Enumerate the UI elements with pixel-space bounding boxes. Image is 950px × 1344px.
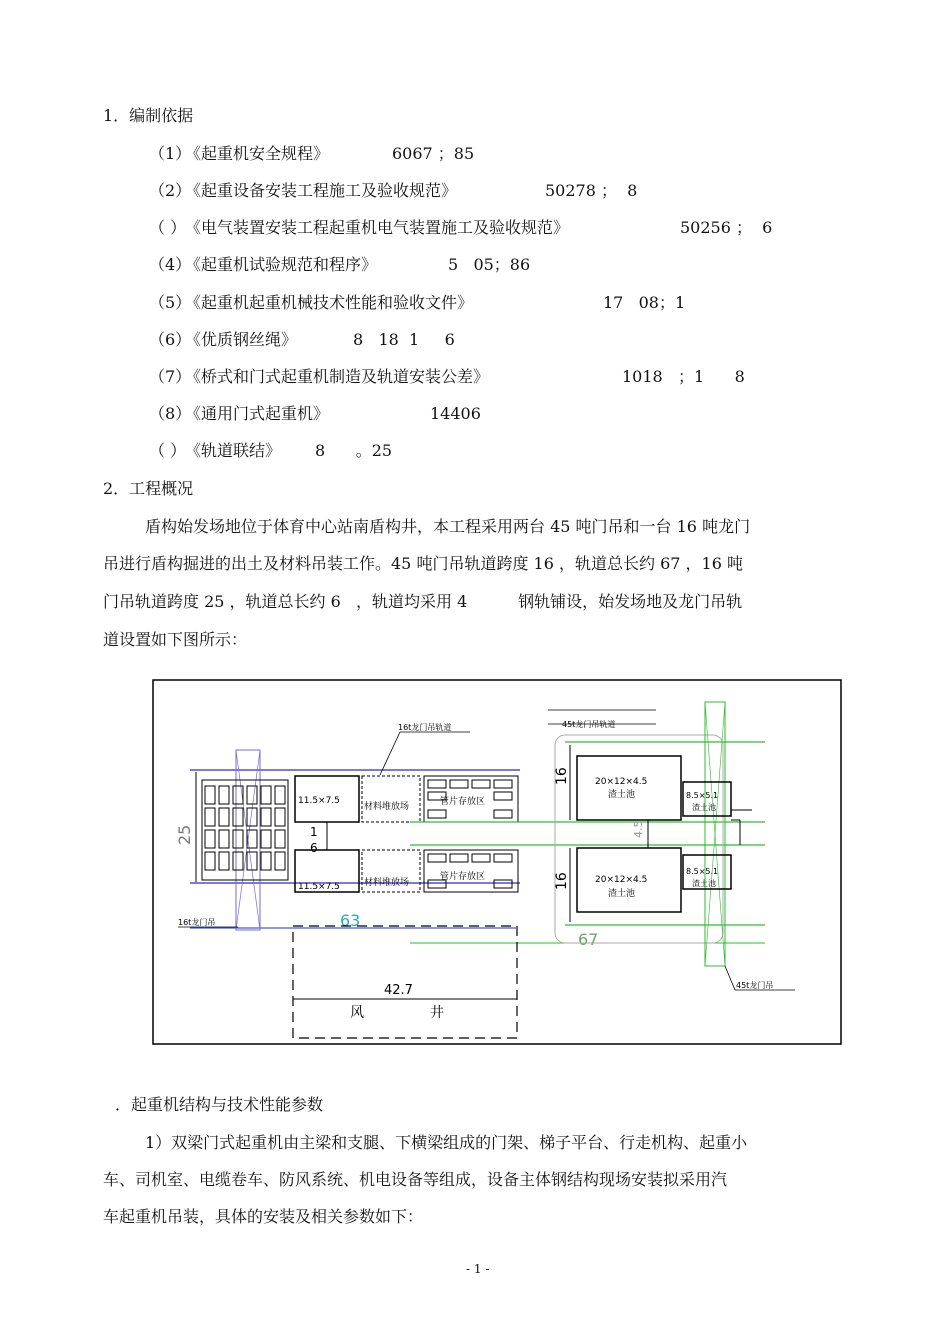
small-box-top-label: 渣土池 — [692, 803, 716, 812]
reference-number: （6） — [149, 330, 192, 349]
pit-bottom-dim: 20×12×4.5 — [595, 875, 648, 885]
reference-number: （ ） — [149, 441, 187, 460]
reference-code: 8 18 1 6 — [353, 330, 455, 349]
wind-shaft-label: 风 — [350, 1005, 364, 1021]
material-top-label: 材料堆放场 — [364, 802, 410, 812]
body-line: 盾构始发场地位于体育中心站南盾构井，本工程采用两台 45 吨门吊和一台 16 吨龙门 — [145, 517, 751, 536]
dim-4-5: 4.5 — [632, 820, 645, 838]
label-16t-crane: 16t龙门吊 — [178, 918, 216, 927]
storage-bottom-label: 管片存放区 — [440, 872, 486, 882]
reference-number: （4） — [149, 255, 192, 274]
reference-title: 《电气装置安装工程起重机电气装置施工及验收规范》 — [185, 218, 570, 237]
reference-code: 17 08；1 — [603, 293, 686, 312]
reference-title: 《起重机安全规程》 — [185, 144, 330, 163]
dim-63: 63 — [340, 911, 361, 930]
body-line: 道设置如下图所示： — [103, 630, 248, 649]
dim-16-top: 16 — [554, 767, 570, 785]
dim-16-mid2: 6 — [310, 841, 318, 855]
reference-title: 《优质钢丝绳》 — [185, 330, 298, 349]
left-grid-cells — [205, 786, 285, 870]
label-16t-track: 16t龙门吊轨道 — [398, 723, 452, 732]
reference-number: （2） — [149, 181, 192, 200]
label-45t-crane: 45t龙门吊 — [736, 981, 774, 990]
body-line: 门吊轨道跨度 25 ，轨道总长约 6 ，轨道均采用 4 钢轨铺设，始发场地及龙门吊轨 — [103, 592, 743, 611]
small-box-bottom-dim: 8.5×5.1 — [686, 867, 719, 876]
box-11-top-label: 11.5×7.5 — [298, 796, 340, 806]
pit-top-dim: 20×12×4.5 — [595, 777, 648, 787]
body-line: 车、司机室、电缆卷车、防风系统、机电设备等组成，设备主体钢结构现场安装拟采用汽 — [103, 1170, 728, 1189]
dim-67: 67 — [578, 930, 599, 949]
pit-bottom-label: 渣土池 — [608, 889, 636, 899]
body-line: 1）双梁门式起重机由主梁和支腿、下横梁组成的门架、梯子平台、行走机构、起重小 — [145, 1133, 748, 1152]
reference-number: （7） — [149, 367, 192, 386]
reference-code: 14406 — [430, 404, 481, 423]
reference-code: 6067 ；85 — [392, 144, 475, 163]
page-number: - 1 - — [466, 1262, 490, 1276]
material-bottom-label: 材料堆放场 — [364, 878, 410, 888]
body-line: 车起重机吊装，具体的安装及相关参数如下： — [103, 1207, 424, 1226]
material-area-top — [362, 776, 420, 822]
reference-title: 《起重设备安装工程施工及验收规范》 — [185, 181, 458, 200]
storage-bottom — [424, 850, 518, 892]
small-box-bottom-label: 渣土池 — [692, 879, 716, 888]
reference-number: （5） — [149, 293, 192, 312]
section1-heading: 1．编制依据 — [103, 106, 194, 125]
reference-number: （1） — [149, 144, 192, 163]
small-box-top-dim: 8.5×5.1 — [686, 791, 719, 800]
reference-title: 《桥式和门式起重机制造及轨道安装公差》 — [185, 367, 490, 386]
reference-title: 《起重机试验规范和程序》 — [185, 255, 378, 274]
body-line: 吊进行盾构掘进的出土及材料吊装工作。45 吨门吊轨道跨度 16 ，轨道总长约 67 ，16 吨 — [103, 554, 743, 573]
section2-heading: 2．工程概况 — [103, 479, 194, 498]
reference-code: 50278 ； 8 — [545, 181, 638, 200]
box-11-bottom-label: 11.5×7.5 — [298, 882, 340, 892]
dim-16-mid: 1 — [310, 825, 318, 839]
reference-title: 《起重机起重机械技术性能和验收文件》 — [185, 293, 474, 312]
reference-code: 5 05；86 — [448, 255, 531, 274]
wind-shaft-label2: 井 — [430, 1005, 444, 1021]
dim-16-bottom: 16 — [554, 872, 570, 890]
section3-heading: ．起重机结构与技术性能参数 — [115, 1095, 324, 1114]
reference-title: 《通用门式起重机》 — [185, 404, 330, 423]
slag-pit-top — [577, 756, 681, 820]
dim-25: 25 — [175, 824, 194, 845]
reference-number: （8） — [149, 404, 192, 423]
site-layout-diagram — [150, 678, 842, 1046]
storage-top-label: 管片存放区 — [440, 797, 486, 807]
reference-code: 1018 ；1 8 — [622, 367, 745, 386]
pit-top-label: 渣土池 — [608, 790, 636, 800]
dim-42-7: 42.7 — [384, 983, 413, 998]
reference-number: （ ） — [149, 218, 187, 237]
label-45t-track: 45t龙门吊轨道 — [562, 720, 616, 729]
reference-title: 《轨道联结》 — [185, 441, 282, 460]
reference-code: 8 。25 — [315, 441, 393, 460]
reference-code: 50256 ； 6 — [680, 218, 773, 237]
